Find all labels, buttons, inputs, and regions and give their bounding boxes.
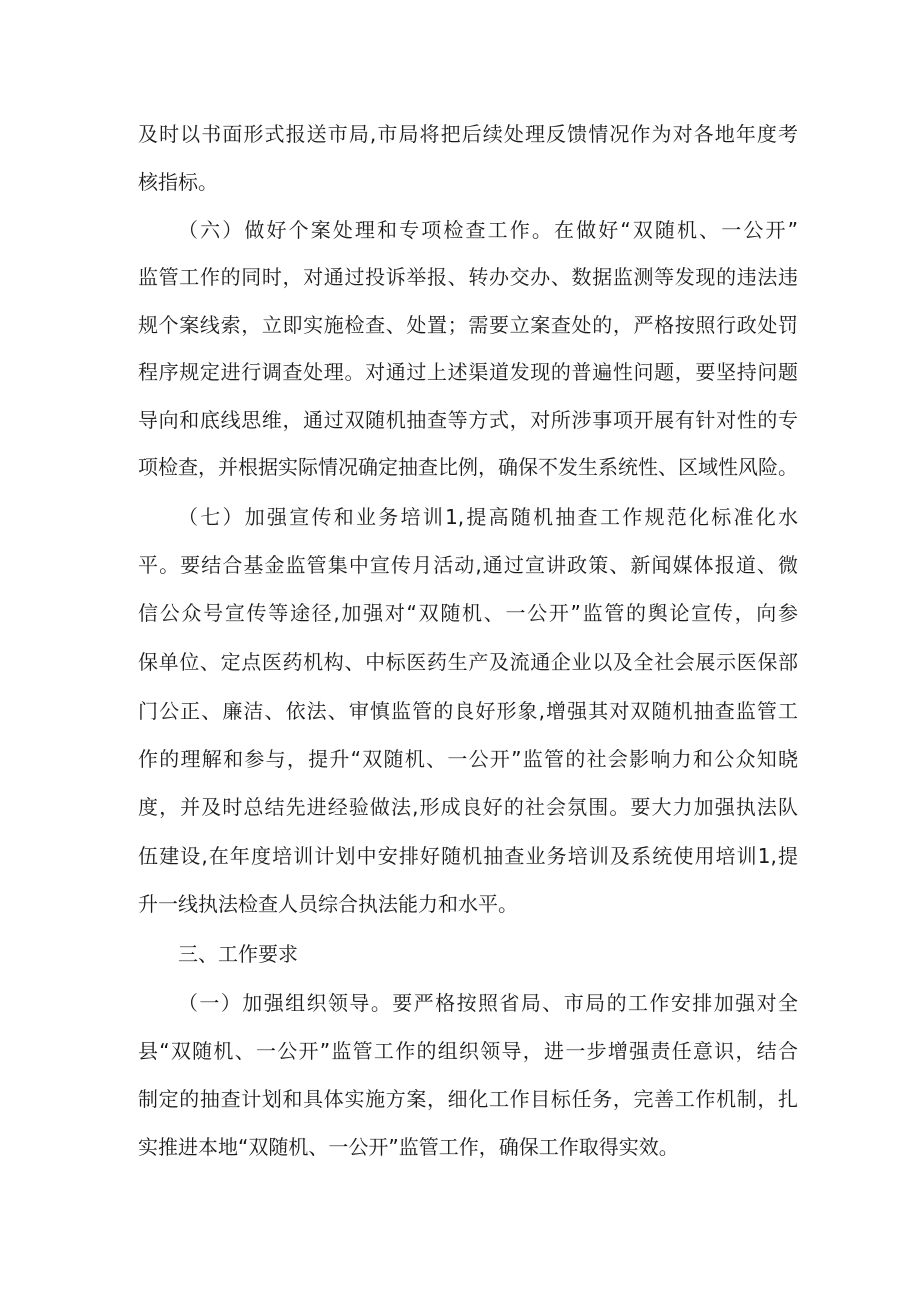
- paragraph-line: 信公众号宣传等途径,加强对“双随机、一公开”监管的舆论宣传，向参: [138, 601, 798, 625]
- paragraph-line: 平。要结合基金监管集中宣传月活动,通过宣讲政策、新闻媒体报道、微: [138, 553, 798, 577]
- paragraph-line: 核指标。: [138, 170, 218, 194]
- section-one-heading-line: （一）加强组织领导。要严格按照省局、市局的工作安排加强对全: [178, 991, 798, 1015]
- paragraph-line: 项检查，并根据实际情况确定抽查比例，确保不发生系统性、区域性风险。: [138, 455, 798, 479]
- paragraph-line: 制定的抽查计划和具体实施方案，细化工作目标任务，完善工作机制，扎: [138, 1087, 798, 1111]
- paragraph-line: 导向和底线思维，通过双随机抽查等方式，对所涉事项开展有针对性的专: [138, 408, 798, 432]
- paragraph-line: 县“双随机、一公开”监管工作的组织领导，进一步增强责任意识，结合: [138, 1039, 798, 1063]
- paragraph-line: 规个案线索，立即实施检查、处置；需要立案查处的，严格按照行政处罚: [138, 313, 798, 337]
- section-three-title: 三、工作要求: [178, 942, 298, 966]
- paragraph-line: 伍建设,在年度培训计划中安排好随机抽查业务培训及系统使用培训1,提: [138, 844, 798, 868]
- section-seven-heading-line: （七）加强宣传和业务培训1,提高随机抽查工作规范化标准化水: [178, 505, 798, 529]
- paragraph-line: 作的理解和参与，提升“双随机、一公开”监管的社会影响力和公众知晓: [138, 747, 798, 771]
- section-six-heading-line: （六）做好个案处理和专项检查工作。在做好“双随机、一公开”: [178, 218, 798, 242]
- paragraph-line: 保单位、定点医药机构、中标医药生产及流通企业以及全社会展示医保部: [138, 650, 798, 674]
- paragraph-line: 监管工作的同时，对通过投诉举报、转办交办、数据监测等发现的违法违: [138, 265, 798, 289]
- paragraph-line: 实推进本地“双随机、一公开”监管工作，确保工作取得实效。: [138, 1135, 679, 1159]
- paragraph-line: 程序规定进行调查处理。对通过上述渠道发现的普遍性问题，要坚持问题: [138, 360, 798, 384]
- paragraph-line: 门公正、廉洁、依法、审慎监管的良好形象,增强其对双随机抽查监管工: [138, 699, 798, 723]
- paragraph-line: 度，并及时总结先进经验做法,形成良好的社会氛围。要大力加强执法队: [138, 795, 798, 819]
- paragraph-line: 及时以书面形式报送市局,市局将把后续处理反馈情况作为对各地年度考: [138, 122, 798, 146]
- paragraph-line: 升一线执法检查人员综合执法能力和水平。: [138, 892, 518, 916]
